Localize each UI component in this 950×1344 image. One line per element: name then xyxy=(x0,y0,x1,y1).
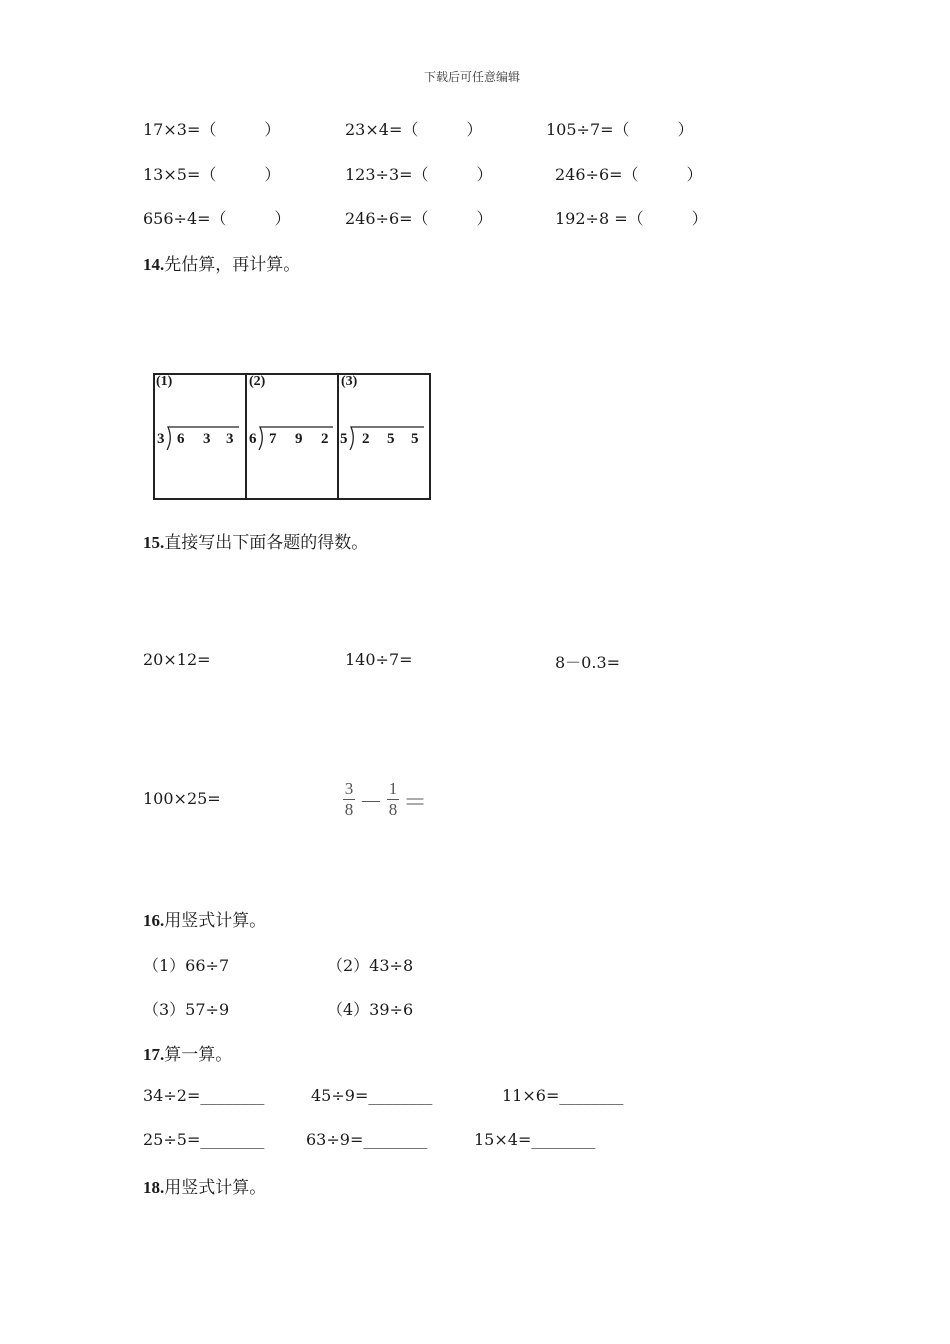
q14-cell2-digit2: 9 xyxy=(295,431,303,447)
q14-heading xyxy=(143,250,300,275)
q13-r3-c2: 246÷6=（ ） xyxy=(345,209,493,228)
q17-r1-c1: 34÷2=________ xyxy=(143,1086,265,1105)
q13-r1-c1: 17×3=（ ） xyxy=(143,120,281,139)
q13-r1-c2: 23×4=（ ） xyxy=(345,120,483,139)
q14-cell1-digit3: 3 xyxy=(226,431,234,447)
q16-item-3: （3）57÷9 xyxy=(143,1000,230,1019)
equals-sign: ＝ xyxy=(403,790,427,816)
q16-title: 用竖式计算。 xyxy=(164,911,267,931)
q17-r2-c2: 63÷9=________ xyxy=(306,1130,428,1149)
q13-r2-c1: 13×5=（ ） xyxy=(143,165,281,184)
q16-item-4: （4）39÷6 xyxy=(327,1000,414,1019)
q14-grid-divider-1 xyxy=(245,373,247,500)
q15-r1-c1: 20×12= xyxy=(143,650,211,669)
q15-r1-c3: 8－0.3= xyxy=(555,653,621,672)
fraction-a-numerator: 3 xyxy=(344,779,354,798)
q14-cell1-divisor: 3 xyxy=(157,431,165,447)
q14-cell2-digit3: 2 xyxy=(321,431,329,447)
q15-r2-c1: 100×25= xyxy=(143,789,221,808)
q15-r1-c2: 140÷7= xyxy=(345,650,413,669)
q16-number: 16. xyxy=(143,911,165,930)
fraction-a-denominator: 8 xyxy=(344,800,354,819)
q14-title: 先估算，再计算。 xyxy=(164,255,301,275)
q14-cell2-label: (2) xyxy=(249,374,266,389)
q16-heading xyxy=(143,906,266,931)
q14-number: 14. xyxy=(143,255,165,274)
q14-cell1-digit2: 3 xyxy=(203,431,211,447)
q18-number: 18. xyxy=(143,1178,165,1197)
fraction-b-denominator: 8 xyxy=(388,800,398,819)
q15-heading xyxy=(143,528,368,553)
fraction-b xyxy=(387,780,399,819)
fraction-b-numerator: 1 xyxy=(388,779,398,798)
q17-number: 17. xyxy=(143,1045,165,1064)
q14-cell3-label: (3) xyxy=(341,374,358,389)
q17-r2-c1: 25÷5=________ xyxy=(143,1130,265,1149)
q14-cell3-digit1: 2 xyxy=(362,431,370,447)
q16-item-2: （2）43÷8 xyxy=(327,956,414,975)
q18-title: 用竖式计算。 xyxy=(164,1178,267,1198)
q17-r1-c2: 45÷9=________ xyxy=(311,1086,433,1105)
minus-sign: － xyxy=(359,790,383,816)
q15-fraction-expression xyxy=(343,780,431,819)
q17-heading xyxy=(143,1040,232,1065)
q13-r1-c3: 105÷7=（ ） xyxy=(546,120,694,139)
fraction-a xyxy=(343,780,355,819)
q13-r3-c1: 656÷4=（ ） xyxy=(143,209,291,228)
q13-r2-c2: 123÷3=（ ） xyxy=(345,165,493,184)
q14-cell2-divisor: 6 xyxy=(249,431,257,447)
q17-r1-c3: 11×6=________ xyxy=(502,1086,624,1105)
q14-cell3-digit3: 5 xyxy=(411,431,419,447)
q14-cell2-digit1: 7 xyxy=(269,431,277,447)
page-header: 下载后可任意编辑 xyxy=(424,70,521,84)
q14-grid-divider-2 xyxy=(337,373,339,500)
q17-title: 算一算。 xyxy=(164,1045,233,1065)
q13-r2-c3: 246÷6=（ ） xyxy=(555,165,703,184)
q13-r3-c3: 192÷8 =（ ） xyxy=(555,209,708,228)
q14-cell1-label: (1) xyxy=(156,374,173,389)
q14-cell3-digit2: 5 xyxy=(387,431,395,447)
q18-heading xyxy=(143,1173,266,1198)
q16-item-1: （1）66÷7 xyxy=(143,956,230,975)
q15-number: 15. xyxy=(143,533,165,552)
q14-cell1-digit1: 6 xyxy=(177,431,185,447)
q17-r2-c3: 15×4=________ xyxy=(474,1130,596,1149)
q14-cell3-divisor: 5 xyxy=(340,431,348,447)
q15-title: 直接写出下面各题的得数。 xyxy=(164,533,369,553)
